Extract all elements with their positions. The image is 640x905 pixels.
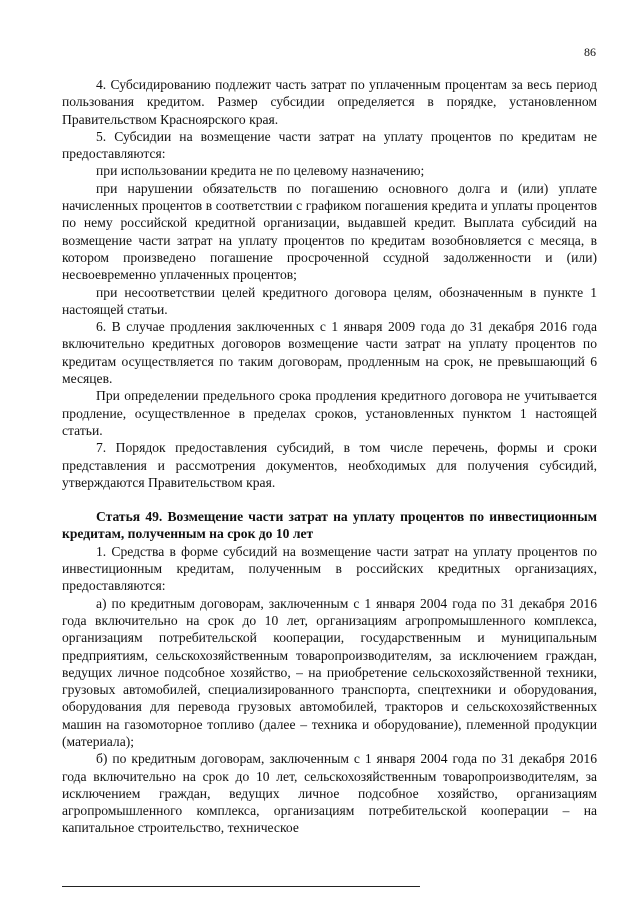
paragraph-5-item-1: при использовании кредита не по целевому назначению;	[96, 163, 425, 179]
article-49-item-b: б) по кредитным договорам, заключенным с 1 января 2004 года по 31 декабря 2016 года включительно на срок до 10 лет, сельскохозяйственным товаропроизводителям, за исключением граждан, ведущих личное подсобное хозяйство, организациям агропромышленного комплекса, организациям потребительской кооперации – на капитальное строительство, техническое	[62, 751, 597, 836]
document-body	[62, 76, 597, 837]
paragraph-5: 5. Субсидии на возмещение части затрат на уплату процентов по кредитам не предоставляются:	[62, 128, 597, 162]
section-gap	[62, 491, 597, 508]
article-49-item-a: а) по кредитным договорам, заключенным с 1 января 2004 года по 31 декабря 2016 года включительно на срок до 10 лет, организациям агропромышленного комплекса, организациям потребительской кооперации, государственным и муниципальным предприятиям, сельскохозяйственным товаропроизводителям, за исключением граждан, ведущих личное подсобное хозяйство, – на приобретение сельскохозяйственной техники, грузовых автомобилей, специализированного транспорта, спецтехники и оборудования, оборудования для перевода грузовых автомобилей, тракторов и сельскохозяйственных машин на газомоторное топливо (далее – техника и оборудование), племенной продукции (материала);	[62, 595, 597, 749]
paragraph-5-item-3: при несоответствии целей кредитного договора целям, обозначенным в пункте 1 настоящей статьи.	[62, 284, 597, 317]
article-49-paragraph-1: 1. Средства в форме субсидий на возмещение части затрат на уплату процентов по инвестиционным кредитам, полученным в российских кредитных организациях, предоставляются:	[62, 543, 597, 594]
footnote-rule	[62, 886, 420, 887]
paragraph-6: 6. В случае продления заключенных с 1 января 2009 года до 31 декабря 2016 года включительно кредитных договоров возмещение части затрат на уплату процентов по кредитам осуществляется по таким договорам, продленным на срок, не превышающий 6 месяцев.	[62, 319, 597, 387]
paragraph-5-item-2: при нарушении обязательств по погашению основного долга и (или) уплате начисленных процентов в соответствии с графиком погашения кредита и уплаты процентов по нему российской кредитной организации, выдавшей кредит. Выплата субсидий на возмещение части затрат на уплату процентов по кредитам возобновляется с месяца, в котором произведено погашение просроченной ссудной задолженности и (или) несвоевременно уплаченных процентов;	[62, 180, 597, 283]
paragraph-6-note: При определении предельного срока продления кредитного договора не учитывается продление, осуществленное в пределах сроков, установленных пунктом 1 настоящей статьи.	[62, 388, 597, 438]
article-49-title: Статья 49. Возмещение части затрат на уплату процентов по инвестиционным кредитам, полученным на срок до 10 лет	[62, 509, 597, 542]
paragraph-4: 4. Субсидированию подлежит часть затрат по уплаченным процентам за весь период пользования кредитом. Размер субсидии определяется в порядке, установленном Правительством Красноярского края.	[62, 77, 597, 127]
paragraph-7: 7. Порядок предоставления субсидий, в том числе перечень, формы и сроки представления и рассмотрения документов, необходимых для получения субсидий, утверждаются Правительством края.	[62, 440, 597, 490]
page-number: 86	[584, 45, 596, 59]
